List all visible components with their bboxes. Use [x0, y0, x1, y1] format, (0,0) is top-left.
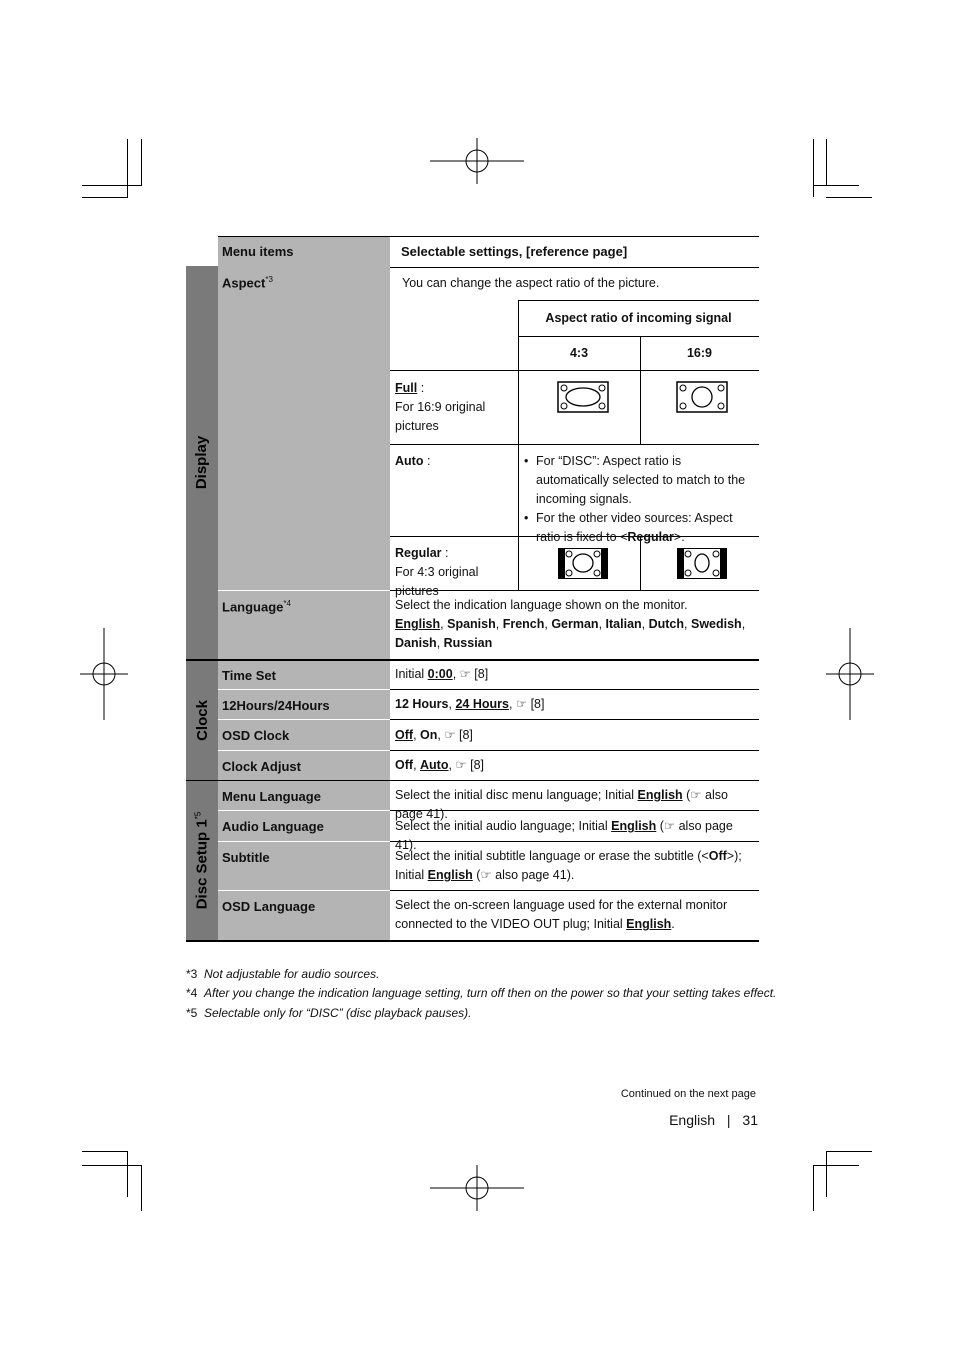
header-selectable: Selectable settings, [reference page] — [401, 244, 628, 259]
menu-aspect — [218, 267, 390, 590]
language-option: Spanish — [447, 617, 496, 631]
footnote-3: *3 Not adjustable for audio sources. — [186, 967, 380, 981]
section-clock-label: Clock — [193, 699, 211, 741]
subtitle-value: Select the initial subtitle language or erase the subtitle (<Off>); Initial English (☞ also page 41). — [395, 849, 742, 882]
audio-language-value: Select the initial audio language; Initial English (☞ also page 41). — [395, 819, 733, 852]
language-option: German — [551, 617, 599, 631]
menu-clock-adjust: Clock Adjust — [218, 751, 390, 780]
osd-language-value: Select the on-screen language used for the external monitor connected to the VIDEO OUT plug; Initial English. — [395, 898, 728, 931]
aspect-col-43: 4:3 — [569, 346, 589, 360]
disc-setup-footnote-mark: *5 — [193, 811, 203, 820]
footer-separator: | — [726, 1112, 731, 1128]
section-display-label: Display — [193, 435, 211, 490]
registration-mark-bottom — [430, 1165, 524, 1211]
regular-169-screen-icon — [676, 547, 728, 580]
menu-menu-language: Menu Language — [218, 781, 390, 810]
page-footer — [669, 1112, 758, 1128]
language-option: French — [502, 617, 545, 631]
aspect-regular-desc: For 4:3 original pictures — [395, 565, 479, 598]
language-settings: Select the indication language shown on the monitor. English, Spanish, French, German, Italian, Dutch, Swedish, Danish, Russian — [395, 598, 746, 650]
aspect-full-cell: Full : For 16:9 original pictures — [395, 381, 486, 433]
full-169-screen-icon — [676, 381, 728, 413]
footnote-5: *5 Selectable only for “DISC” (disc playback pauses). — [186, 1006, 472, 1020]
hours-value: 12 Hours, 24 Hours, ☞ [8] — [395, 697, 545, 711]
menu-audio-language: Audio Language — [218, 811, 390, 841]
footer-language: English — [669, 1112, 715, 1128]
osd-clock-value: Off, On, ☞ [8] — [395, 728, 473, 742]
clock-adjust-value: Off, Auto, ☞ [8] — [395, 758, 485, 772]
aspect-auto-bullet-2: For the other video sources: Aspect ratio is fixed to <Regular>. — [536, 511, 733, 544]
footnote-4: *4 After you change the indication language setting, turn off then on the power so that your setting takes effect. — [186, 986, 777, 1000]
menu-time-set: Time Set — [218, 660, 390, 689]
time-set-value: Initial 0:00, ☞ [8] — [395, 667, 489, 681]
header-menu-items: Menu items — [222, 244, 294, 259]
menu-language-value: Select the initial disc menu language; Initial English (☞ also page 41). — [395, 788, 728, 821]
aspect-col-169: 16:9 — [686, 346, 713, 360]
section-disc-setup-label: Disc Setup 1$^{*5}$ — [193, 811, 211, 910]
aspect-full-desc: For 16:9 original pictures — [395, 400, 486, 433]
language-desc: Select the indication language shown on the monitor. — [395, 598, 688, 612]
language-label: Language — [222, 599, 284, 615]
aspect-auto-bullet-1: For “DISC”: Aspect ratio is automatically selected to match to the incoming signals. — [536, 454, 746, 506]
language-option: Russian — [443, 636, 493, 650]
menu-12h-24h: 12Hours/24Hours — [218, 690, 390, 719]
aspect-label: Aspect — [222, 275, 266, 291]
menu-language — [218, 591, 390, 659]
aspect-intro: You can change the aspect ratio of the picture. — [402, 276, 660, 290]
language-option: Dutch — [648, 617, 685, 631]
aspect-auto-desc: • For “DISC”: Aspect ratio is automatically selected to match to the incoming signals. • For the other video sources: Aspect ratio is fixed to <Regular>. — [524, 454, 746, 544]
registration-mark-right — [826, 628, 874, 720]
aspect-full-label: Full — [395, 381, 418, 395]
full-43-screen-icon — [557, 381, 609, 413]
language-footnote-mark: *4 — [283, 599, 291, 608]
page-number: 31 — [742, 1112, 758, 1128]
aspect-signal-header: Aspect ratio of incoming signal — [545, 311, 732, 325]
language-option: Danish — [395, 636, 437, 650]
aspect-footnote-mark: *3 — [265, 275, 273, 284]
registration-mark-top — [430, 138, 524, 184]
regular-43-screen-icon — [557, 547, 609, 580]
aspect-auto-label: Auto — [395, 454, 424, 468]
language-option: Swedish — [690, 617, 742, 631]
language-option: Italian — [605, 617, 642, 631]
language-option: English — [395, 617, 441, 631]
registration-mark-left — [80, 628, 128, 720]
aspect-regular-cell: Regular : For 4:3 original pictures — [395, 546, 479, 598]
continued-note: Continued on the next page — [620, 1088, 756, 1100]
table-header — [218, 236, 759, 268]
menu-osd-language: OSD Language — [218, 891, 390, 940]
menu-osd-clock: OSD Clock — [218, 720, 390, 750]
menu-subtitle: Subtitle — [218, 842, 390, 890]
aspect-regular-label: Regular — [395, 546, 442, 560]
aspect-auto-cell: Auto : — [395, 454, 431, 468]
